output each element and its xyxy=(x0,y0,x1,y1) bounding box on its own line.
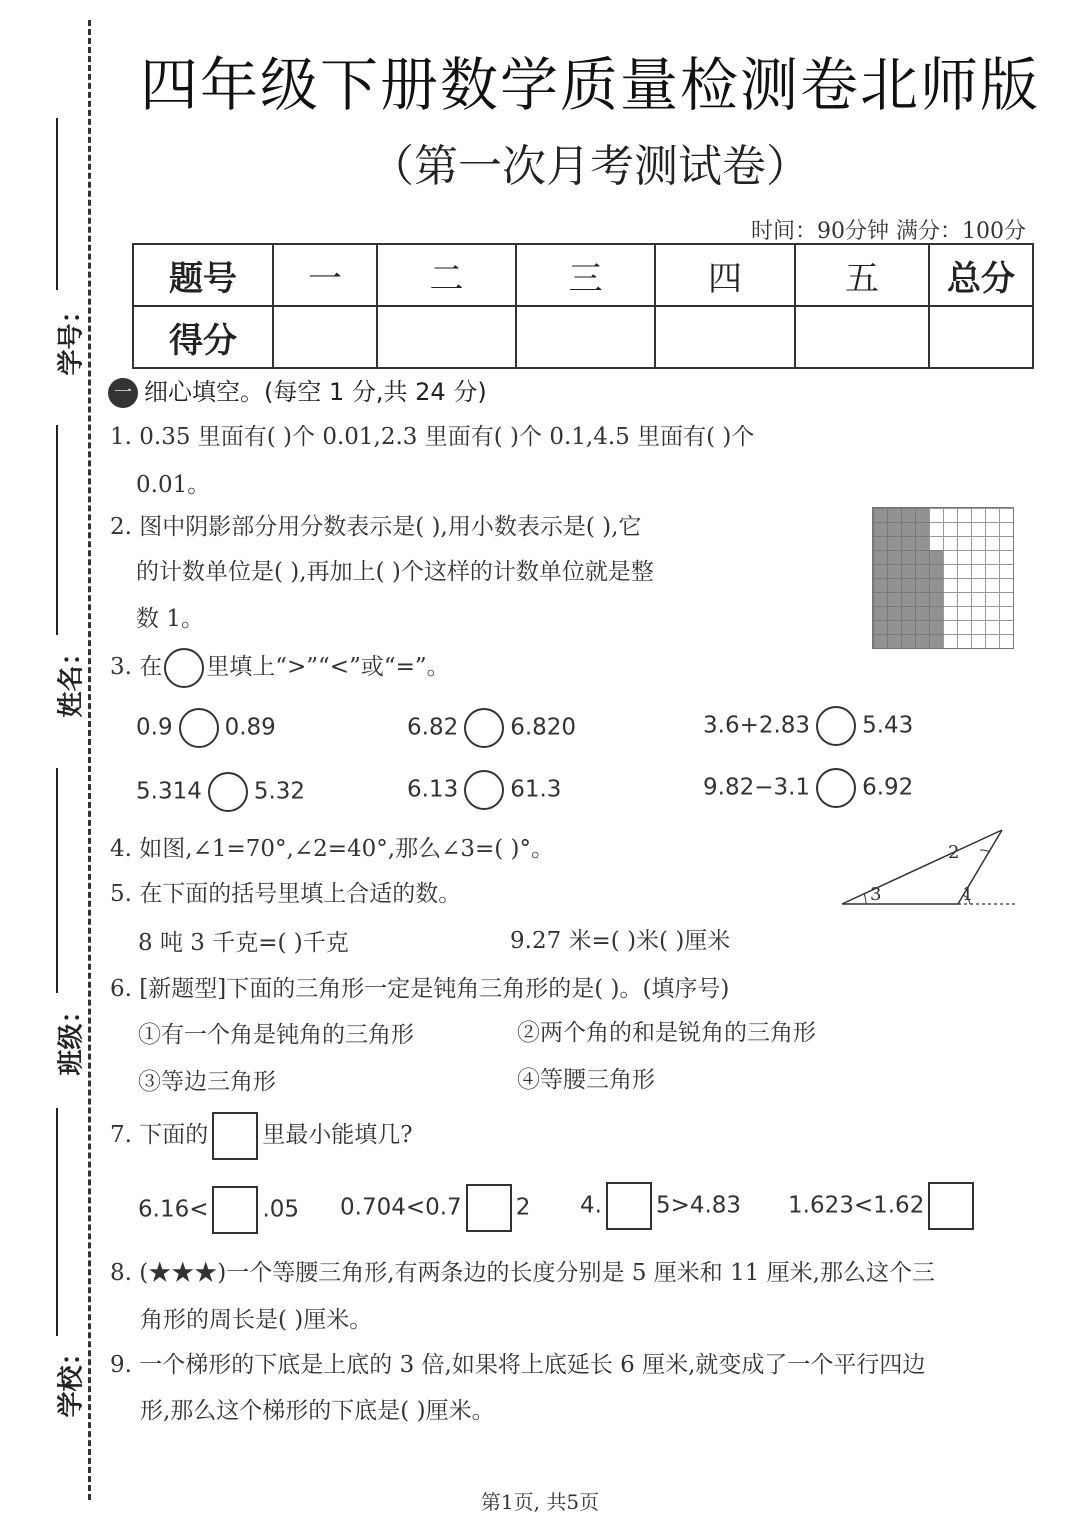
section-1-badge: 一 xyxy=(108,378,138,408)
q7-item-3-after: 5>4.83 xyxy=(655,1192,742,1219)
q7-item-3-before: 4. xyxy=(580,1192,602,1219)
shaded-grid-figure xyxy=(872,507,1014,649)
compare-circle-example xyxy=(164,648,204,688)
score-cell-total[interactable] xyxy=(929,306,1033,368)
q3-item-6 xyxy=(703,768,913,808)
row-label-score: 得分 xyxy=(133,306,273,368)
q8-line-2: 角形的周长是( )厘米。 xyxy=(140,1307,373,1333)
q3-item-1-left: 0.9 xyxy=(136,714,173,741)
grid-shaded-columns xyxy=(873,508,929,648)
q1-line-2: 0.01。 xyxy=(136,472,211,498)
angle-2-arc xyxy=(980,850,990,852)
q3-prefix: 3. 在 xyxy=(110,654,163,680)
angle-1-label: 1 xyxy=(962,884,974,905)
school-label: 学校： xyxy=(56,1339,87,1418)
section-1-title: 细心填空。(每空 1 分,共 24 分) xyxy=(144,378,487,406)
q2-line-1: 2. 图中阴影部分用分数表示是( ),用小数表示是( ),它 xyxy=(110,514,642,540)
q2-line-3: 数 1。 xyxy=(136,606,204,632)
q8-line-1: 8. (★★★)一个等腰三角形,有两条边的长度分别是 5 厘米和 11 厘米,那么这个三 xyxy=(110,1260,935,1286)
q3-item-1-right: 0.89 xyxy=(224,714,276,741)
q9-line-1: 9. 一个梯形的下底是上底的 3 倍,如果将上底延长 6 厘米,就变成了一个平行四边 xyxy=(110,1352,926,1378)
score-cell[interactable] xyxy=(516,306,655,368)
q3-item-5-left: 6.13 xyxy=(407,776,459,803)
q6-option-1: ①有一个角是钝角的三角形 xyxy=(138,1022,414,1048)
q7-item-1 xyxy=(138,1186,299,1234)
answer-box-example xyxy=(212,1112,258,1160)
q5-item-1: 8 吨 3 千克=( )千克 xyxy=(138,930,349,956)
score-cell[interactable] xyxy=(795,306,929,368)
score-cell[interactable] xyxy=(655,306,795,368)
q3-instruction xyxy=(110,648,450,688)
q4-text: 4. 如图,∠1=70°,∠2=40°,那么∠3=( )°。 xyxy=(110,836,555,862)
q5-text: 5. 在下面的括号里填上合适的数。 xyxy=(110,881,462,907)
compare-circle[interactable] xyxy=(464,708,504,748)
grid-shaded-partial-column xyxy=(929,550,943,648)
compare-circle[interactable] xyxy=(816,706,856,746)
name-label: 姓名： xyxy=(56,639,87,718)
name-line xyxy=(56,425,58,635)
q3-item-2 xyxy=(407,708,576,748)
header-part-3: 三 xyxy=(516,244,655,306)
q9-line-2: 形,那么这个梯形的下底是( )厘米。 xyxy=(140,1398,495,1424)
class-line xyxy=(56,768,58,993)
q3-item-3-right: 5.43 xyxy=(862,712,914,739)
q3-item-4-left: 5.314 xyxy=(136,778,202,805)
q7-instruction xyxy=(110,1112,413,1160)
header-part-4: 四 xyxy=(655,244,795,306)
header-part-1: 一 xyxy=(273,244,377,306)
q3-item-3-left: 3.6+2.83 xyxy=(703,712,811,739)
exam-subtitle: （第一次月考测试卷） xyxy=(370,141,810,192)
q5-item-2: 9.27 米=( )米( )厘米 xyxy=(510,928,731,954)
score-cell[interactable] xyxy=(273,306,377,368)
q6-option-4: ④等腰三角形 xyxy=(517,1067,655,1093)
q1-line-1: 1. 0.35 里面有( )个 0.01,2.3 里面有( )个 0.1,4.5 里面有( )个 xyxy=(110,424,755,450)
triangle-side-upper xyxy=(842,830,1002,904)
q2-line-2: 的计数单位是( ),再加上( )个这样的计数单位就是整 xyxy=(136,559,654,585)
school-line xyxy=(56,1108,58,1336)
compare-circle[interactable] xyxy=(464,770,504,810)
header-total: 总分 xyxy=(929,244,1033,306)
q7-item-2-before: 0.704<0.7 xyxy=(340,1194,462,1221)
angle-3-arc xyxy=(864,894,866,904)
q3-item-2-right: 6.820 xyxy=(510,714,577,741)
answer-box[interactable] xyxy=(606,1182,652,1230)
compare-circle[interactable] xyxy=(816,768,856,808)
q7-item-3 xyxy=(580,1182,741,1230)
q7-item-2-after: 2 xyxy=(515,1194,531,1221)
section-1-heading xyxy=(108,372,487,408)
q3-item-3 xyxy=(703,706,913,746)
q7-item-1-before: 6.16< xyxy=(138,1196,209,1223)
q7-suffix: 里最小能填几? xyxy=(262,1122,413,1148)
compare-circle[interactable] xyxy=(208,772,248,812)
q3-item-5-right: 61.3 xyxy=(510,776,562,803)
q3-item-5 xyxy=(407,770,561,810)
triangle-angle-figure xyxy=(836,822,1020,912)
q3-item-1 xyxy=(136,708,276,748)
time-and-score-info: 时间：90分钟 满分：100分 xyxy=(751,219,1026,244)
score-cell[interactable] xyxy=(377,306,516,368)
q3-item-4-right: 5.32 xyxy=(253,778,306,805)
header-part-2: 二 xyxy=(377,244,516,306)
q3-item-6-right: 6.92 xyxy=(862,774,914,801)
score-table-score-row xyxy=(133,306,1033,368)
angle-2-label: 2 xyxy=(948,842,960,863)
answer-box[interactable] xyxy=(466,1184,512,1232)
page-number: 第1页, 共5页 xyxy=(480,1490,600,1514)
q3-item-2-left: 6.82 xyxy=(407,714,459,741)
q7-item-2 xyxy=(340,1184,530,1232)
class-label: 班级： xyxy=(56,997,87,1076)
header-question-number: 题号 xyxy=(133,244,273,306)
q3-item-6-left: 9.82−3.1 xyxy=(703,774,811,801)
exam-title: 四年级下册数学质量检测卷北师版 xyxy=(139,51,1040,119)
q7-item-4 xyxy=(788,1182,978,1230)
header-part-5: 五 xyxy=(795,244,929,306)
q7-item-4-before: 1.623<1.62 xyxy=(788,1192,925,1219)
score-table xyxy=(132,243,1034,369)
q6-text: 6. [新题型]下面的三角形一定是钝角三角形的是( )。(填序号) xyxy=(110,976,730,1002)
student-id-label: 学号： xyxy=(56,297,87,376)
compare-circle[interactable] xyxy=(179,708,219,748)
q3-suffix: 里填上“>”“<”或“=”。 xyxy=(206,654,450,680)
q7-prefix: 7. 下面的 xyxy=(110,1122,209,1148)
binding-dashed-line xyxy=(88,20,91,1500)
score-table-header-row xyxy=(133,244,1033,306)
answer-box[interactable] xyxy=(212,1186,258,1234)
angle-3-label: 3 xyxy=(870,884,882,905)
q6-option-3: ③等边三角形 xyxy=(138,1069,276,1095)
answer-box[interactable] xyxy=(928,1182,974,1230)
q3-item-4 xyxy=(136,772,305,812)
q6-option-2: ②两个角的和是锐角的三角形 xyxy=(517,1020,816,1046)
q7-item-1-after: .05 xyxy=(262,1196,300,1223)
